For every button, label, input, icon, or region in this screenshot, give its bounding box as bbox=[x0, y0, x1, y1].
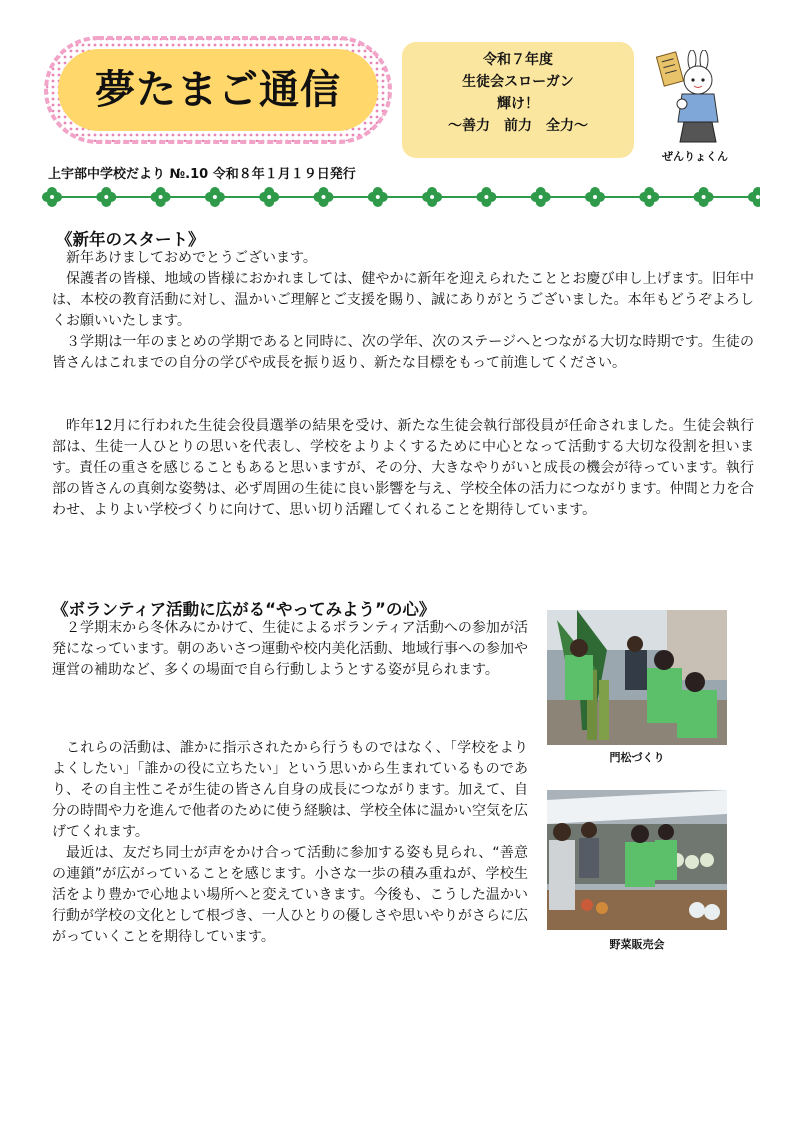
slogan-sub: ～善力 前力 全力～ bbox=[448, 118, 588, 134]
section2-paragraph: 最近は、友だち同士が声をかけ合って活動に参加する姿も見られ、“善意の連鎖”が広がっていることを感じます。小さな一歩の積み重ねが、学校生活をより豊かで心地よい場所へと変えていきます。今後も、こうした温かい行動が学校の文化として根づき、一人ひとりの優しさや思いやりがさらに広がっていくことを期待しています。 bbox=[52, 845, 528, 945]
section2-paragraph: ２学期末から冬休みにかけて、生徒によるボランティア活動への参加が活発になっています。朝のあいさつ運動や校内美化活動、地域行事への参加や運営の補助など、多くの場面で自ら行動しようとする姿が見られます。 bbox=[52, 620, 528, 678]
section2-paragraph: これらの活動は、誰かに指示されたから行うものではなく、「学校をよりよくしたい」「誰かの役に立ちたい」という思いから生まれているものであり、その自主性こそが生徒の皆さん自身の成長につながります。加えて、自分の時間や力を進んで他者のために使う経験は、学校全体に温かい空気を広げてくれます。 bbox=[52, 740, 528, 840]
clover-icon bbox=[368, 187, 388, 207]
section1-paragraph: 昨年12月に行われた生徒会役員選挙の結果を受け、新たな生徒会執行部役員が任命されました。生徒会執行部は、生徒一人ひとりの思いを代表し、学校をよりよくするために中心となって活動する大切な役割を担います。責任の重さを感じることもあると思いますが、その分、大きなやりがいと成長の機会が待っています。執行部の皆さんの真剣な姿勢は、必ず周囲の生徒に良い影響を与え、学校全体の活力につながります。仲間と力を合わせ、よりよい学校づくりに向けて、思い切り活躍してくれることを期待しています。 bbox=[52, 418, 754, 518]
slogan-year: 令和７年度 bbox=[483, 52, 553, 68]
photo-caption: 野菜販売会 bbox=[609, 938, 665, 951]
clover-icon bbox=[694, 187, 714, 207]
clover-icon bbox=[531, 187, 551, 207]
clover-icon bbox=[42, 187, 62, 207]
section1-paragraph: 新年あけましておめでとうございます。 bbox=[66, 250, 317, 266]
clover-icon bbox=[259, 187, 279, 207]
kadomatsu-photo bbox=[547, 610, 727, 745]
photo-caption: 門松づくり bbox=[609, 751, 665, 764]
clover-icon bbox=[96, 187, 116, 207]
section1-heading: 《新年のスタート》 bbox=[56, 230, 205, 249]
clover-icon bbox=[476, 187, 496, 207]
clover-icon bbox=[585, 187, 605, 207]
issue-line: 上宇部中学校だより №.10 令和８年１月１９日発行 bbox=[48, 167, 356, 182]
mascot-name: ぜんりょくん bbox=[662, 150, 728, 163]
newsletter-title: 夢たまご通信 bbox=[95, 67, 341, 113]
mascot-illustration bbox=[656, 50, 732, 146]
slogan-main: 輝け！ bbox=[497, 96, 539, 112]
section1-paragraph: ３学期は一年のまとめの学期であると同時に、次の学年、次のステージへとつながる大切な時期です。生徒の皆さんはこれまでの自分の学びや成長を振り返り、新たな目標をもって前進してください。 bbox=[52, 334, 754, 371]
slogan-label: 生徒会スローガン bbox=[462, 74, 574, 90]
clover-border bbox=[42, 185, 760, 209]
clover-icon bbox=[639, 187, 659, 207]
clover-icon bbox=[422, 187, 442, 207]
section1-paragraph: 保護者の皆様、地域の皆様におかれましては、健やかに新年を迎えられたこととお慶び申し上げます。旧年中は、本校の教育活動に対し、温かいご理解とご支援を賜り、誠にありがとうございました。本年もどうぞよろしくお願いいたします。 bbox=[52, 271, 754, 329]
clover-icon bbox=[151, 187, 171, 207]
clover-icon bbox=[748, 187, 760, 207]
section2-heading: 《ボランティア活動に広がる“やってみよう”の心》 bbox=[52, 600, 436, 619]
clover-icon bbox=[205, 187, 225, 207]
clover-icon bbox=[314, 187, 334, 207]
vegetable-sale-photo bbox=[547, 790, 727, 930]
